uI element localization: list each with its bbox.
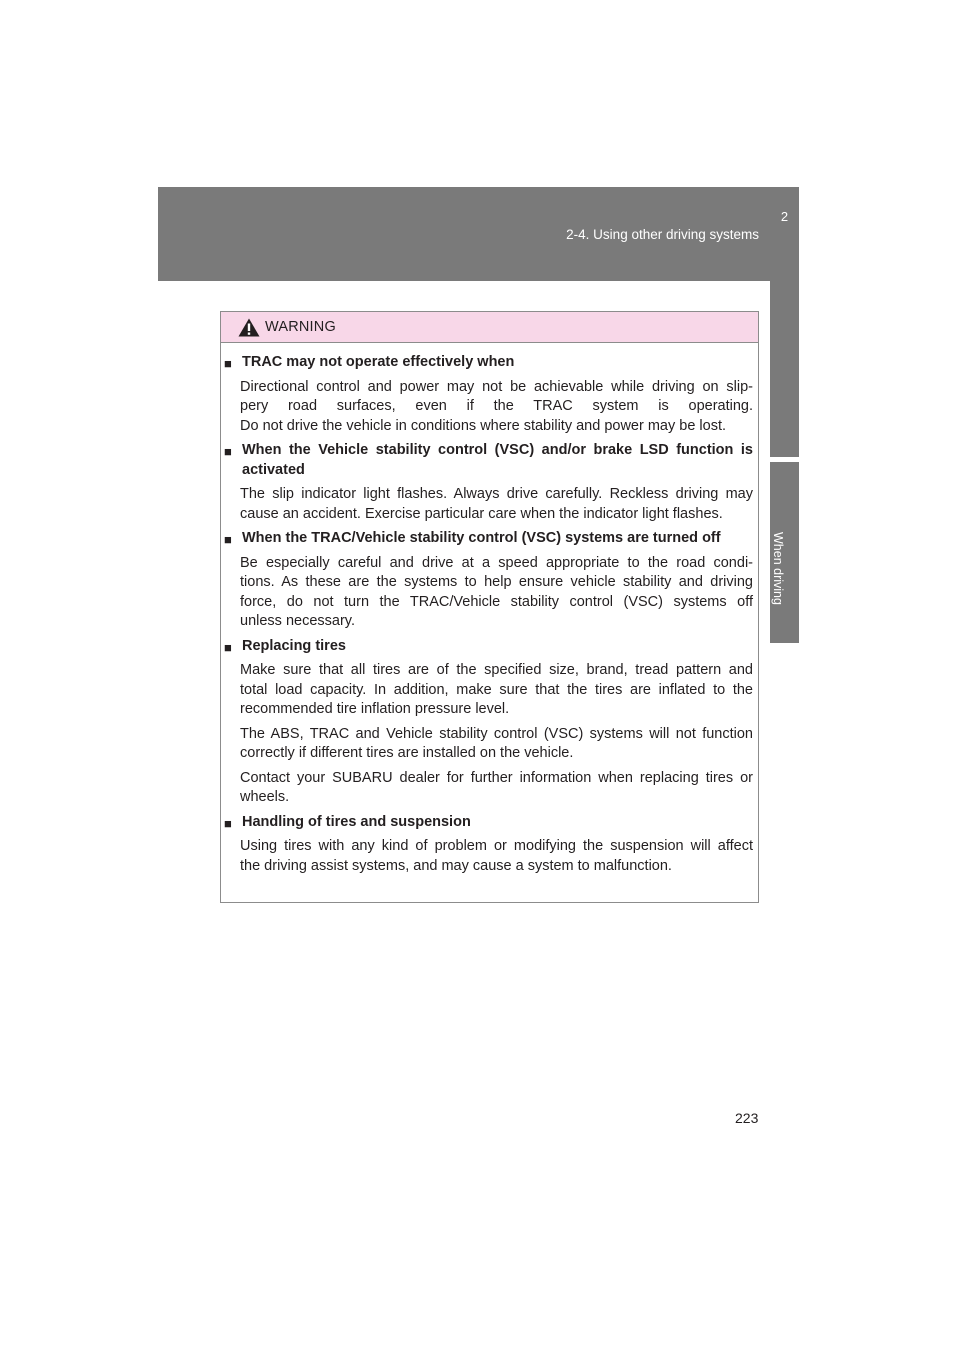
paragraph-line: Directional control and power may not be achievable while driving on slip- (240, 378, 753, 395)
paragraph-line: Using tires with any kind of problem or modifying the suspension will affect (240, 838, 753, 854)
section-heading (224, 441, 753, 480)
warning-header (221, 312, 758, 343)
square-bullet-icon: ■ (224, 532, 232, 547)
paragraph-line: Be especially careful and drive at a speed appropriate to the road condi- (240, 554, 753, 571)
warning-section (221, 813, 753, 877)
side-tab (770, 187, 799, 457)
paragraph-line: Make sure that all tires are of the specified size, brand, tread pattern and (240, 662, 753, 678)
section-title: 2-4. Using other driving systems (566, 227, 759, 242)
section-paragraph (240, 769, 753, 808)
side-tab-label-area (770, 462, 799, 643)
warning-box (220, 311, 759, 903)
section-heading (224, 529, 753, 549)
paragraph-line: recommended tire inflation pressure level. (240, 701, 510, 717)
square-bullet-icon: ■ (224, 815, 232, 831)
square-bullet-icon: ■ (224, 444, 232, 459)
section-paragraph (240, 837, 753, 876)
warning-section (221, 353, 753, 436)
paragraph-line: Do not drive the vehicle in conditions where stability and power may be lost. (240, 417, 727, 434)
header-band (158, 187, 799, 281)
section-paragraph (240, 661, 753, 720)
paragraph-line: The ABS, TRAC and Vehicle stability control (VSC) systems will not function (240, 725, 753, 742)
paragraph-line: tions. As these are the systems to help ensure vehicle stability and driving (240, 574, 753, 590)
paragraph-line: total load capacity. In addition, make sure that the tires are inflated to the (240, 681, 753, 698)
warning-section (221, 441, 753, 524)
section-paragraph (240, 378, 753, 437)
section-paragraph (240, 554, 753, 632)
paragraph-line: The slip indicator light flashes. Always drive carefully. Reckless driving may (240, 486, 753, 502)
section-heading-text: Replacing tires (242, 637, 346, 654)
section-heading (224, 353, 753, 373)
paragraph-line: pery road surfaces, even if the TRAC system is operating. (240, 398, 753, 414)
warning-triangle-icon (238, 318, 260, 337)
chapter-number: 2 (780, 209, 789, 224)
paragraph-line: unless necessary. (240, 613, 355, 629)
warning-body (221, 343, 758, 876)
paragraph-line: the driving assist systems, and may cause a system to malfunction. (240, 857, 672, 874)
square-bullet-icon: ■ (224, 356, 232, 371)
section-paragraph (240, 725, 753, 764)
section-heading-text: When the Vehicle stability control (VSC) and/or brake LSD function is activated (242, 442, 753, 478)
section-heading-text: Handling of tires and suspension (242, 813, 471, 830)
paragraph-line: force, do not turn the TRAC/Vehicle stability control (VSC) systems off (240, 593, 753, 610)
chapter-label: When driving (771, 532, 785, 605)
paragraph-line: correctly if different tires are installed on the vehicle. (240, 745, 574, 761)
paragraph-line: Contact your SUBARU dealer for further information when replacing tires or (240, 769, 753, 786)
page-number: 223 (735, 1110, 759, 1126)
square-bullet-icon: ■ (224, 639, 232, 655)
paragraph-line: cause an accident. Exercise particular care when the indicator light flashes. (240, 505, 723, 522)
paragraph-line: wheels. (240, 789, 290, 805)
section-heading-text: TRAC may not operate effectively when (242, 354, 515, 370)
section-heading-text: When the TRAC/Vehicle stability control (VSC) systems are turned off (242, 530, 721, 546)
warning-title: WARNING (265, 319, 336, 335)
section-heading (224, 637, 753, 657)
section-paragraph (240, 485, 753, 524)
warning-section (221, 637, 753, 808)
section-heading (224, 813, 753, 833)
warning-section (221, 529, 753, 632)
